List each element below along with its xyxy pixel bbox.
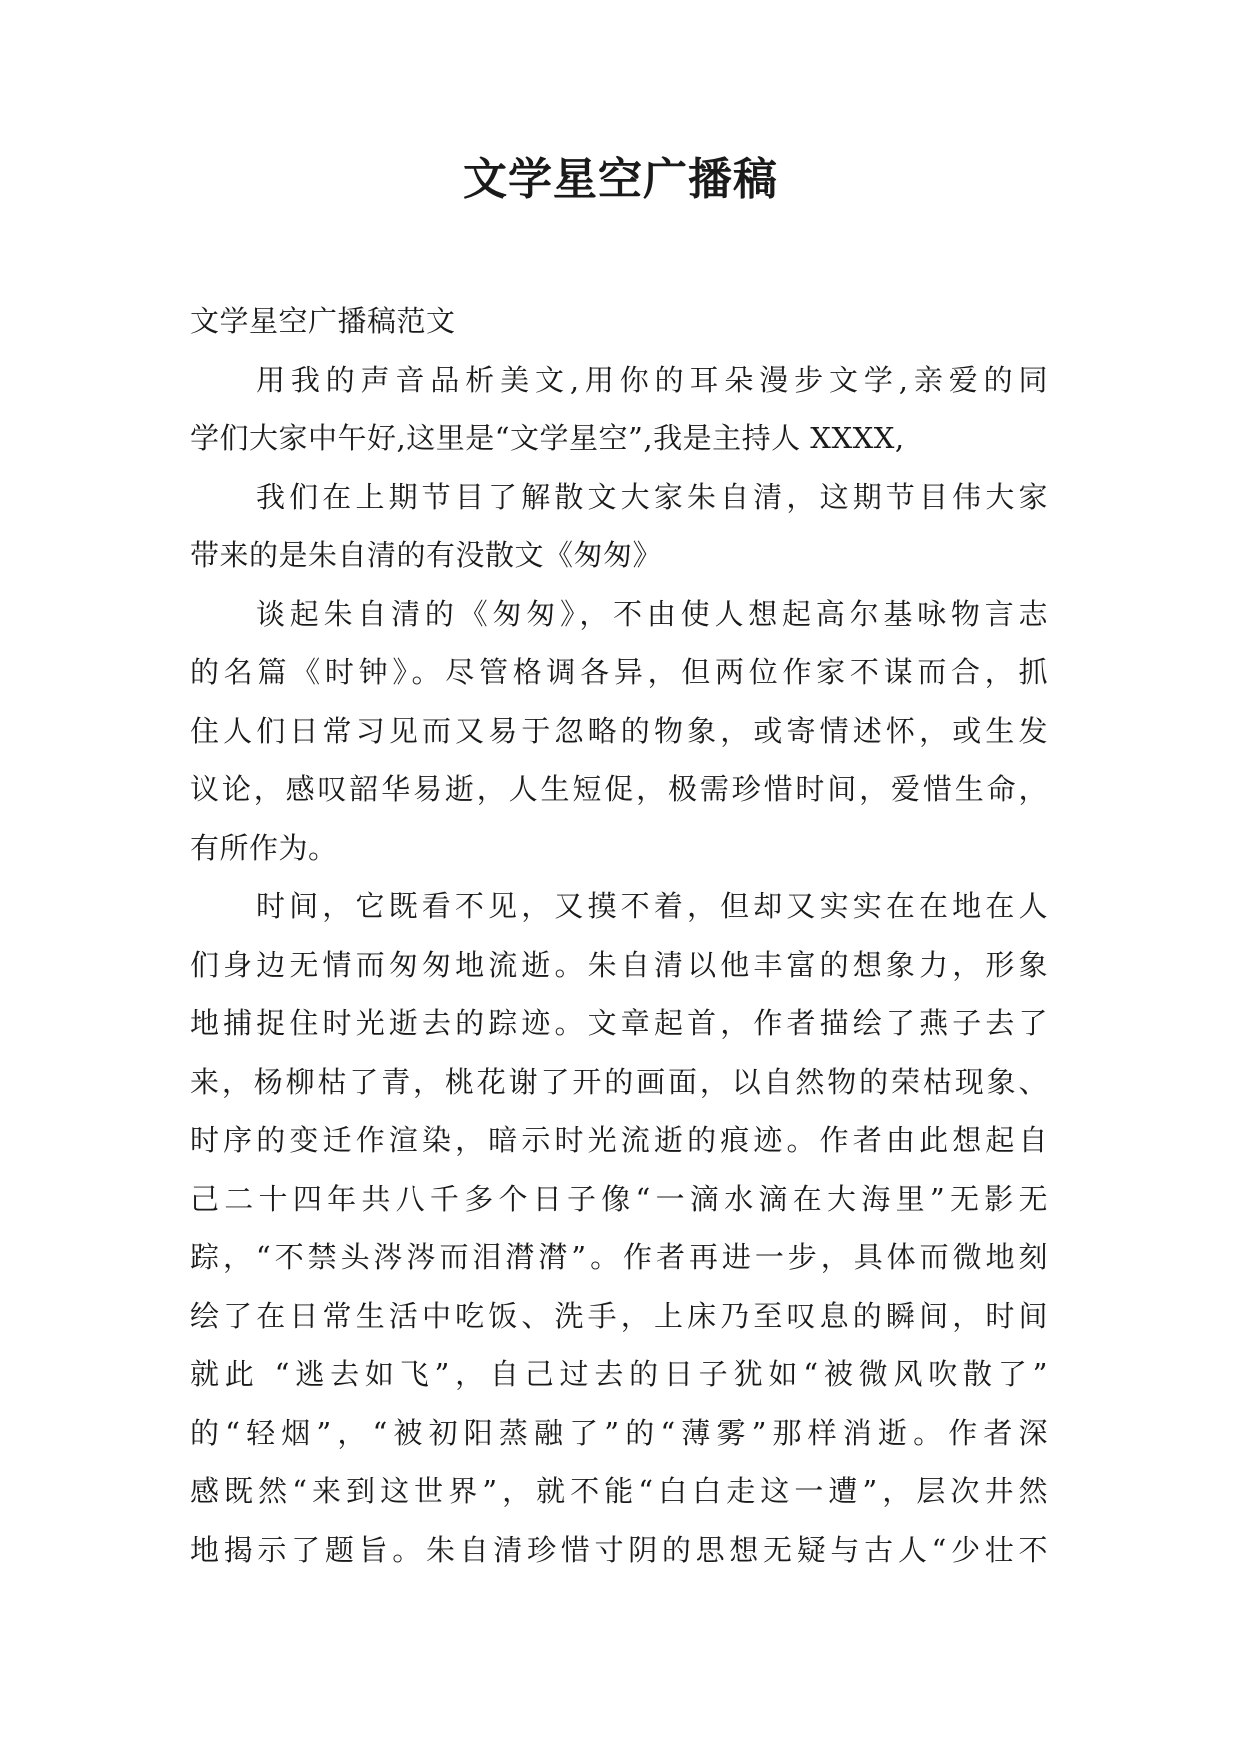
text-line: 学们大家中午好,这里是“文学星空”,我是主持人 XXXX, [190,421,905,455]
text-line: 地揭示了题旨。朱自清珍惜寸阴的思想无疑与古人“少壮不 [190,1532,1048,1567]
text-line: 来，杨柳枯了青，桃花谢了开的画面，以自然物的荣枯现象、 [190,1064,1048,1099]
document-body [190,292,1048,1579]
text-line: 住人们日常习见而又易于忽略的物象，或寄情述怀，或生发 [190,713,1048,748]
text-line: 文学星空广播稿范文 [190,304,456,338]
text-line: 时间，它既看不见，又摸不着，但却又实实在在地在人 [256,889,1048,923]
text-line: 绘了在日常生活中吃饭、洗手，上床乃至叹息的瞬间，时间 [190,1298,1048,1333]
text-line: 时序的变迁作渲染，暗示时光流逝的痕迹。作者由此想起自 [190,1123,1048,1157]
text-line: 感既然“来到这世界”，就不能“白白走这一遭”，层次井然 [190,1474,1048,1508]
text-line: 用我的声音品析美文,用你的耳朵漫步文学,亲爱的同 [256,362,1048,397]
text-line: 地捕捉住时光逝去的踪迹。文章起首，作者描绘了燕子去了 [190,1006,1048,1040]
text-line: 的名篇《时钟》。尽管格调各异，但两位作家不谋而合，抓 [190,655,1048,689]
text-line: 己二十四年共八千多个日子像“一滴水滴在大海里”无影无 [190,1181,1048,1216]
text-line: 带来的是朱自清的有没散文《匆匆》 [190,538,663,572]
text-line: 议论，感叹韶华易逝，人生短促，极需珍惜时间，爱惜生命， [190,772,1048,806]
text-line: 谈起朱自清的《匆匆》，不由使人想起高尔基咏物言志 [256,596,1048,631]
document-title: 文学星空广播稿 [463,154,778,205]
text-line: 们身边无情而匆匆地流逝。朱自清以他丰富的想象力，形象 [190,947,1048,982]
text-line: 有所作为。 [190,830,338,865]
text-line: 我们在上期节目了解散文大家朱自清，这期节目伟大家 [256,479,1048,514]
text-line: 踪，“不禁头涔涔而泪潸潸”。作者再进一步，具体而微地刻 [190,1240,1048,1274]
text-line: 就此 “逃去如飞”，自己过去的日子犹如“被微风吹散了” [190,1357,1048,1391]
text-line: 的“轻烟”，“被初阳蒸融了”的“薄雾”那样消逝。作者深 [190,1415,1048,1450]
